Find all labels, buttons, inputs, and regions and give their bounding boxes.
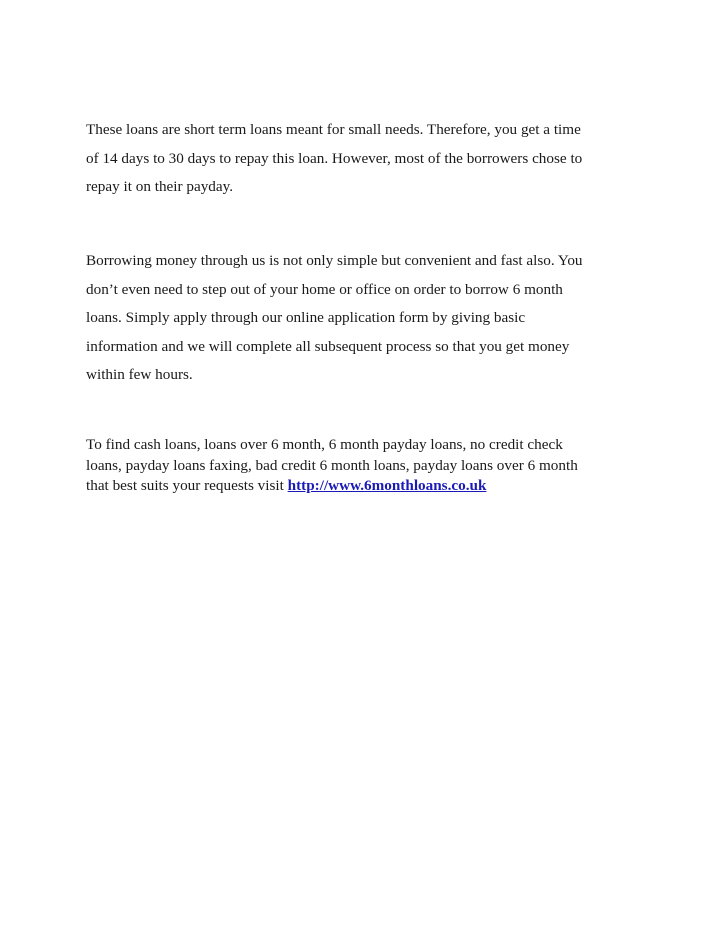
paragraph-line-text: that best suits your requests visit	[86, 477, 288, 494]
paragraph-line: loans, payday loans faxing, bad credit 6 month loans, payday loans over 6 month	[86, 456, 578, 474]
paragraph-line: information and we will complete all subsequent process so that you get money	[86, 337, 570, 355]
paragraph-line: Borrowing money through us is not only simple but convenient and fast also. You	[86, 252, 583, 269]
paragraph-line: within few hours.	[86, 366, 193, 383]
paragraph-line: To find cash loans, loans over 6 month, 6 month payday loans, no credit check	[86, 436, 563, 453]
paragraph-line: These loans are short term loans meant for small needs. Therefore, you get a time	[86, 121, 581, 138]
paragraph-line: don’t even need to step out of your home or office on order to borrow 6 month	[86, 280, 563, 298]
paragraph-line-with-link	[86, 476, 646, 497]
paragraph-line: of 14 days to 30 days to repay this loan. However, most of the borrowers chose to	[86, 149, 583, 167]
paragraph-line: loans. Simply apply through our online application form by giving basic	[86, 309, 526, 326]
paragraph-loan-term	[86, 120, 646, 206]
paragraph-find-loans	[86, 435, 646, 497]
paragraph-borrowing-process	[86, 251, 646, 394]
paragraph-line: repay it on their payday.	[86, 178, 234, 195]
website-link[interactable]: http://www.6monthloans.co.uk	[287, 477, 487, 494]
